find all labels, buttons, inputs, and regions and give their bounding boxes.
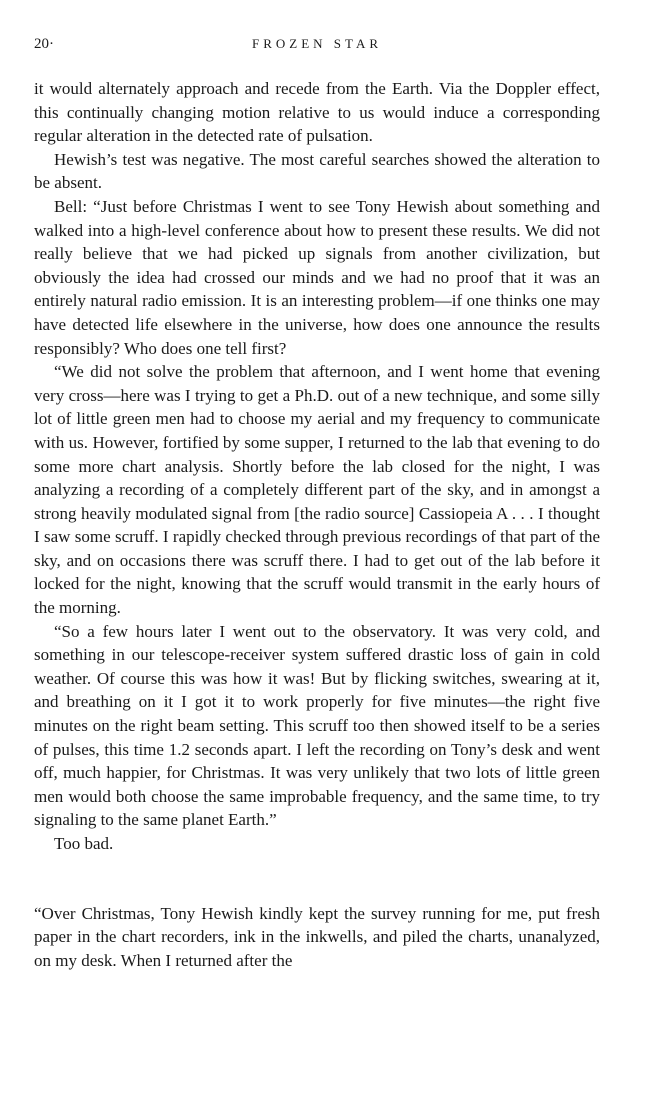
section-break <box>34 856 600 902</box>
page-number: 20· <box>34 36 54 52</box>
paragraph-christmas: “Over Christmas, Tony Hewish kindly kept the survey running for me, put fresh paper in the chart recorders, ink in the inkwells, and piled the charts, unanalyzed, on my desk. When I returned after the <box>34 903 600 970</box>
paragraph-observatory: “So a few hours later I went out to the observatory. It was very cold, and something in our telescope-receiver system suffered drastic loss of gain in cold weather. Of course this was how it was! But by flicking switches, swearing at it, and breathing on it I got it to work properly for five minutes—the right five minutes on the right beam setting. This scruff too then showed itself to be a series of pulses, this time 1.2 seconds apart. I left the recording on Tony’s desk and went off, much happier, for Christmas. It was very unlikely that two lots of little green men would both choose the same improbable frequency, and the same time, to try signaling to the same planet Earth.” <box>34 621 600 830</box>
paragraph-continuation: it would alternately approach and recede from the Earth. Via the Doppler effect, this continually changing motion relative to us would induce a corresponding regular alteration in the detected rate of pulsation. <box>34 79 600 146</box>
paragraph-afternoon: “We did not solve the problem that afternoon, and I went home that evening very cross—here was I trying to get a Ph.D. out of a new technique, and some silly lot of little green men had to choose my aerial and my frequency to communicate with us. However, fortified by some supper, I returned to the lab that evening to do some more chart analysis. Shortly before the lab closed for the night, I was analyzing a recording of a completely different part of the sky, and in amongst a strong heavily modulated signal from [the radio source] Cassiopeia A . . . I thought I saw some scruff. I rapidly checked through previous recordings of that part of the sky, and on occasions there was scruff there. I had to get out of the lab before it locked for the night, knowing that the scruff would transmit in the early hours of the morning. <box>34 362 600 618</box>
paragraph-hewish-test: Hewish’s test was negative. The most careful searches showed the alteration to be absent. <box>34 149 600 193</box>
body-text <box>34 77 600 972</box>
paragraph-too-bad: Too bad. <box>54 834 114 853</box>
running-title: FROZEN STAR <box>252 36 382 51</box>
running-head <box>34 32 600 58</box>
paragraph-bell-quote: Bell: “Just before Christmas I went to see Tony Hewish about something and walked into a high-level conference about how to present these results. We did not really believe that we had picked up signals from another civilization, but obviously the idea had crossed our minds and we had no proof that it was an entirely natural radio emission. It is an interesting problem—if one thinks one may have detected life elsewhere in the universe, how does one announce the results responsibly? Who does one tell first? <box>34 196 600 358</box>
book-page <box>34 32 600 972</box>
